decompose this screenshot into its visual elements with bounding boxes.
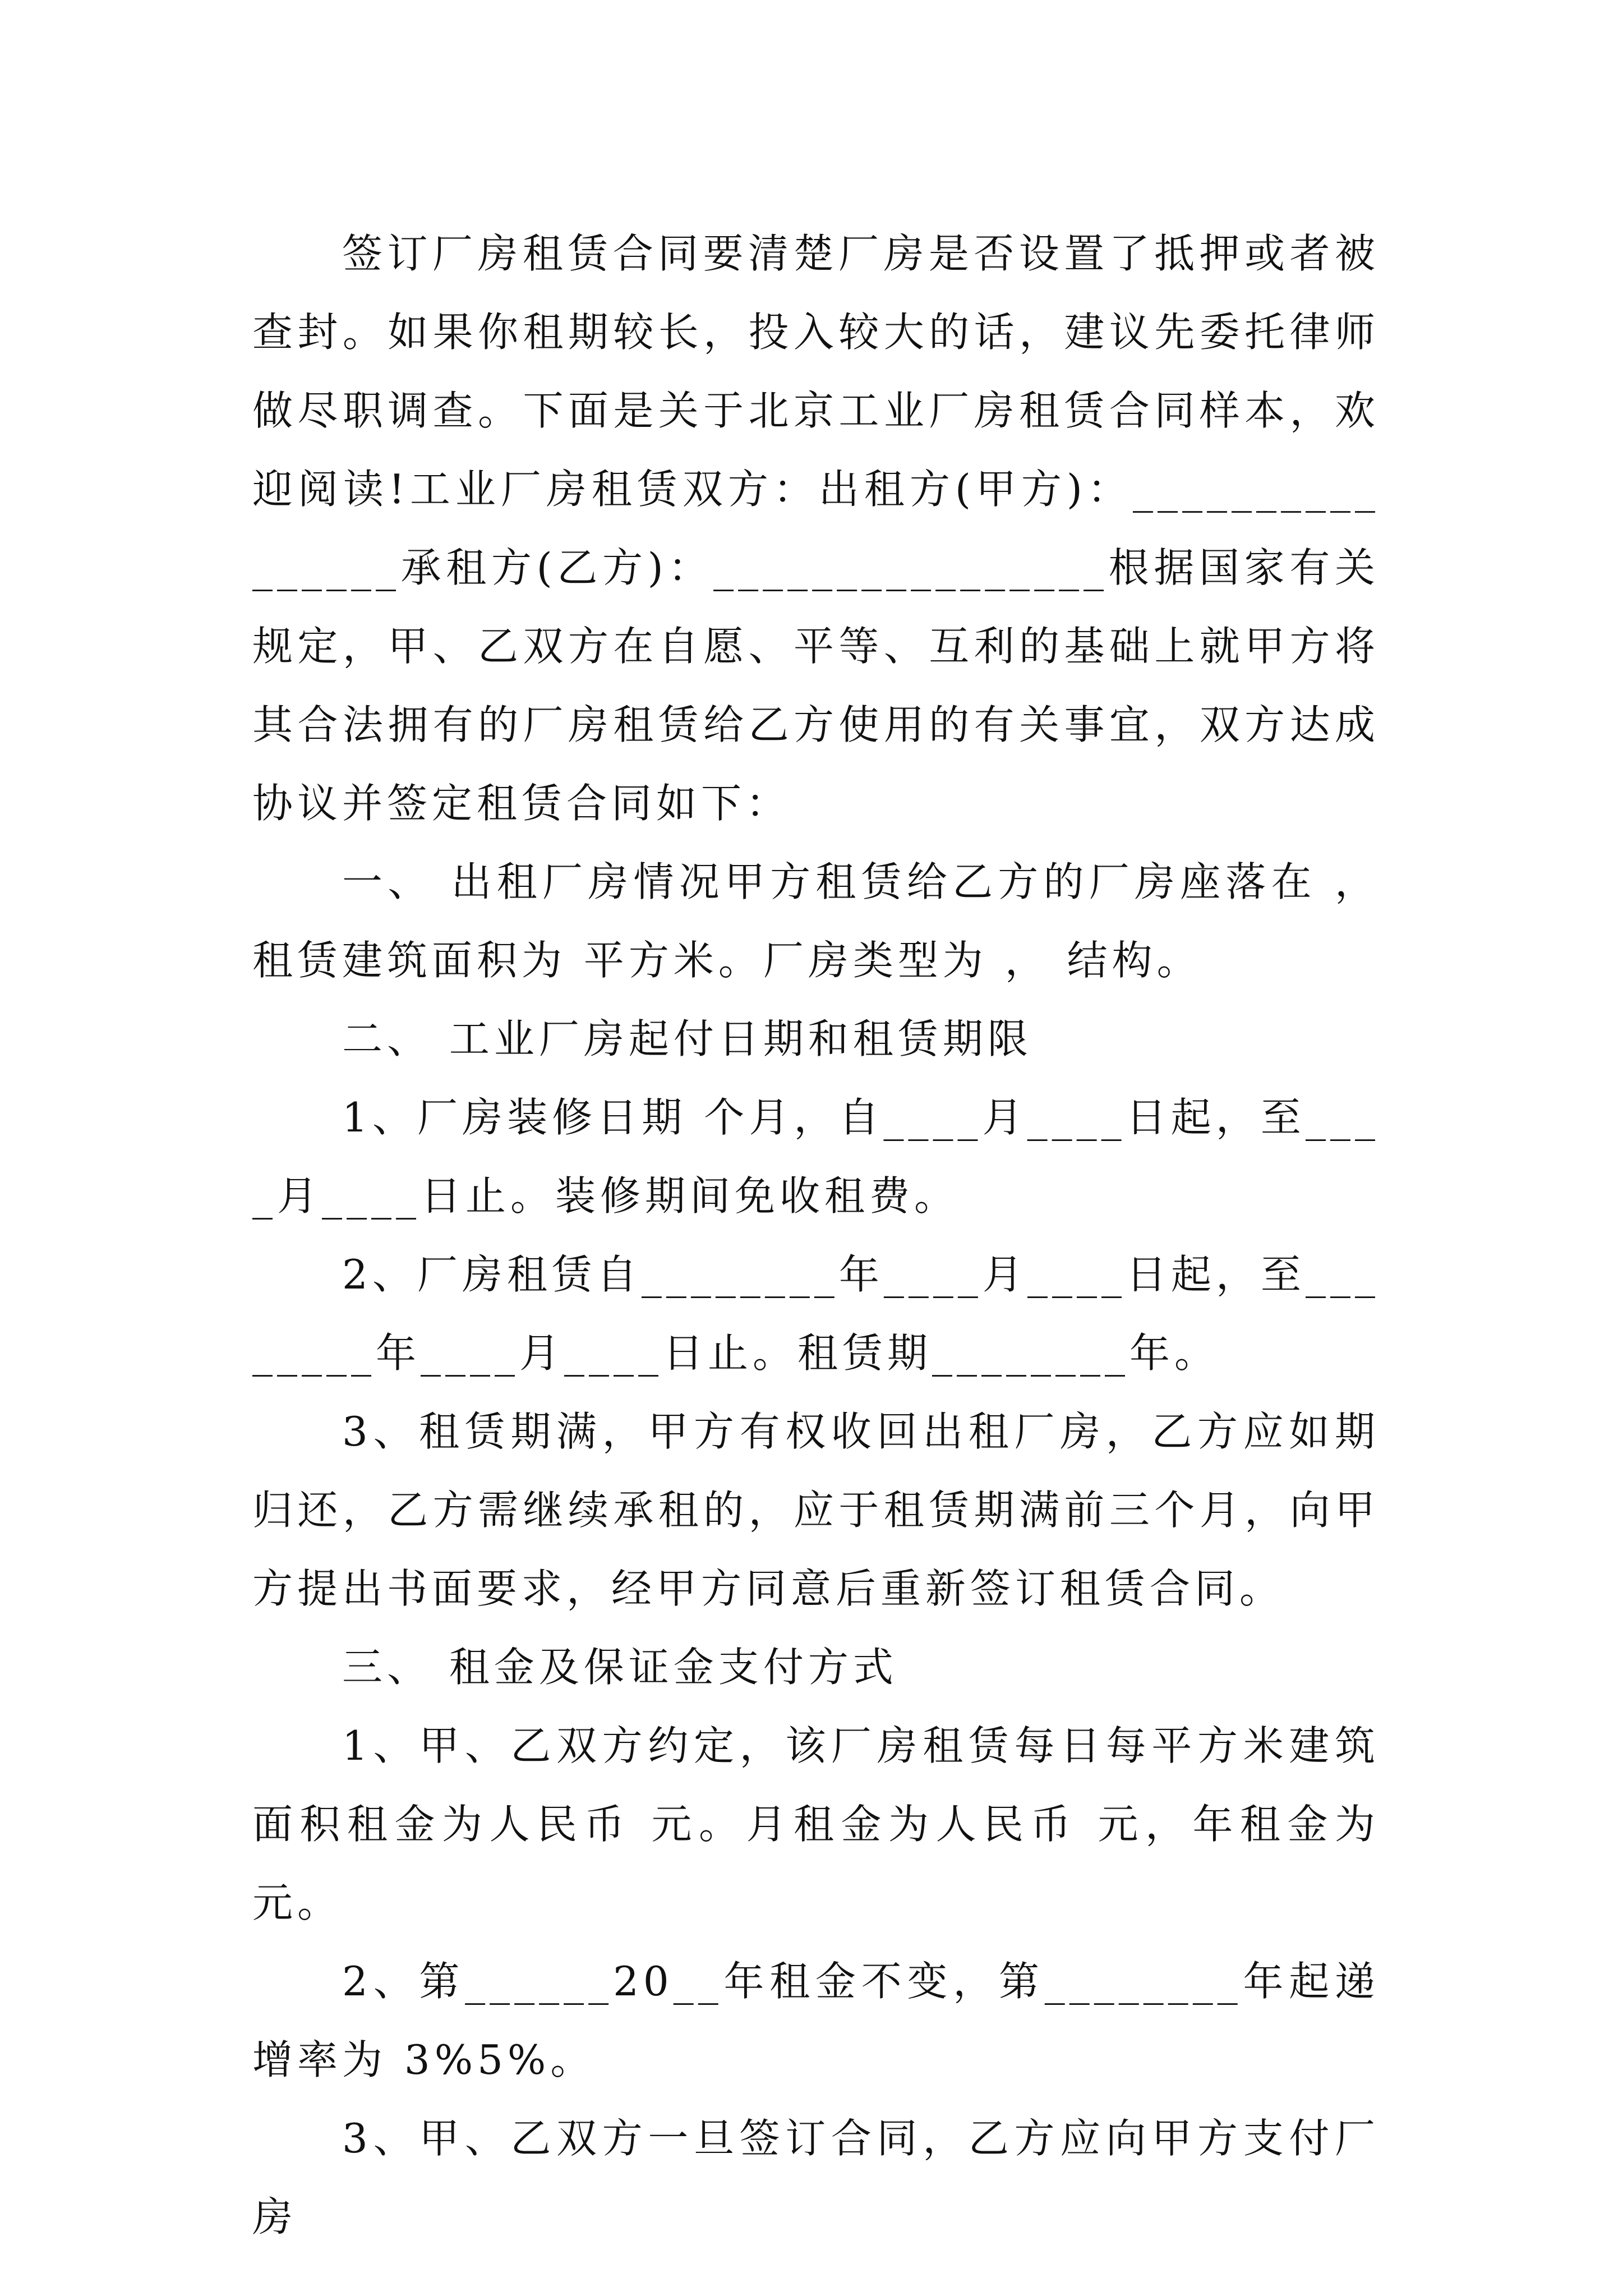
section-2-heading: 二、 工业厂房起付日期和租赁期限 — [342, 1015, 1032, 1062]
clause-3-1-paragraph: 1、甲、乙双方约定，该厂房租赁每日每平方米建筑面积租金为人民币 元。月租金为人民币 元，年租金为 元。 — [252, 1722, 1380, 1926]
clause-2-1-paragraph: 1、厂房装修日期 个月，自____月____日起，至____月____日止。装修期间免收租费。 — [252, 1094, 1380, 1220]
clause-2-3-paragraph: 3、租赁期满，甲方有权收回出租厂房，乙方应如期归还，乙方需继续承租的，应于租赁期满前三个月，向甲方提出书面要求，经甲方同意后重新签订租赁合同。 — [252, 1408, 1380, 1612]
clause-3-2-paragraph: 2、第______20__年租金不变，第________年起递增率为 3%5%。 — [252, 1958, 1380, 2083]
intro-paragraph: 签订厂房租赁合同要清楚厂房是否设置了抵押或者被查封。如果你租期较长，投入较大的话，建议先委托律师做尽职调查。下面是关于北京工业厂房租赁合同样本，欢迎阅读!工业厂房租赁双方：出租方(甲方)：________________承租方(乙方)：________________根据国家有关规定，甲、乙双方在自愿、平等、互利的基础上就甲方将其合法拥有的厂房租赁给乙方使用的有关事宜，双方达成协议并签定租赁合同如下： — [252, 230, 1380, 827]
clause-1-paragraph: 一、 出租厂房情况甲方租赁给乙方的厂房座落在 ，租赁建筑面积为 平方米。厂房类型为 ， 结构。 — [252, 858, 1380, 984]
clause-2-2-paragraph: 2、厂房租赁自________年____月____日起，至________年____月____日止。租赁期________年。 — [252, 1251, 1380, 1377]
section-3-heading: 三、 租金及保证金支付方式 — [342, 1644, 898, 1691]
document-body — [252, 214, 1380, 2256]
clause-3-3-paragraph: 3、甲、乙双方一旦签订合同，乙方应向甲方支付厂房 — [252, 2115, 1380, 2240]
